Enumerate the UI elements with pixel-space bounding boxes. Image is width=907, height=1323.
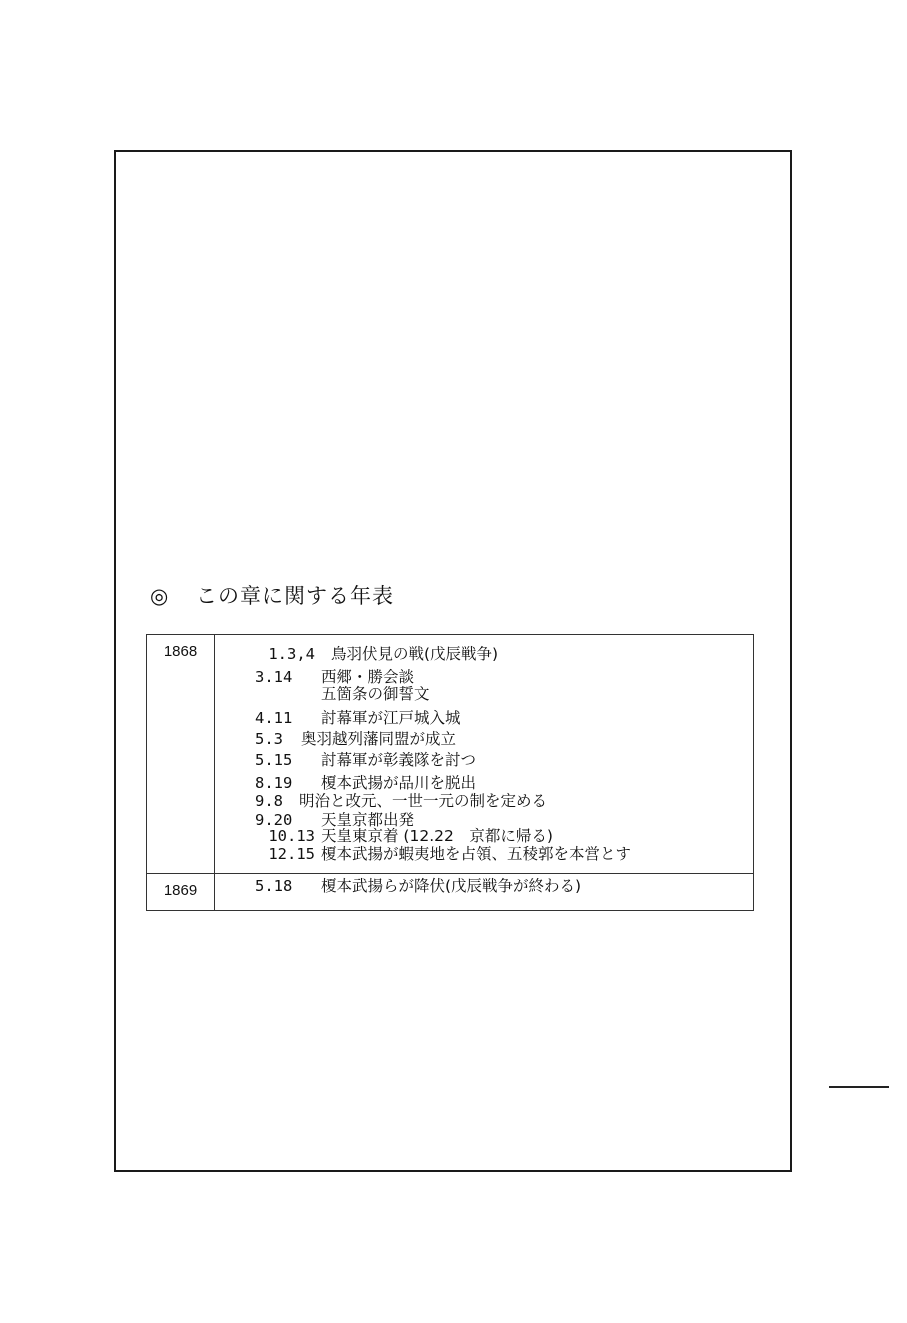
event-text: 西郷・勝会談: [321, 668, 415, 686]
event-date: 1.3,4: [268, 645, 315, 663]
event-date: 4.11: [255, 709, 293, 727]
event-item: [255, 828, 553, 845]
event-date: 8.19: [255, 774, 293, 792]
events-cell: [215, 635, 754, 874]
event-text: 榎本武揚らが降伏(戊辰戦争が終わる): [321, 877, 582, 895]
event-text: 明治と改元、一世一元の制を定める: [299, 792, 548, 810]
event-item: [255, 846, 631, 863]
double-circle-icon: ◎: [150, 584, 170, 608]
event-text: 天皇東京着 (12.22 京都に帰る): [321, 827, 553, 845]
event-text: 五箇条の御誓文: [321, 685, 430, 703]
event-item: [321, 686, 430, 703]
event-date: 3.14: [255, 668, 293, 686]
event-item: [255, 752, 476, 769]
table-row: [147, 874, 754, 911]
page-number-rule: [829, 1086, 889, 1088]
event-date: 12.15: [268, 845, 315, 863]
event-item: [255, 731, 456, 748]
event-text: 鳥羽伏見の戦(戊辰戦争): [331, 645, 499, 663]
event-text: 榎本武揚が蝦夷地を占領、五稜郭を本営とす: [321, 845, 632, 863]
event-text: 討幕軍が彰義隊を討つ: [321, 751, 477, 769]
chronology-heading: [150, 580, 394, 610]
event-item: [255, 669, 414, 686]
event-item: [255, 775, 476, 792]
table-row: [147, 635, 754, 874]
event-item: [255, 710, 461, 727]
heading-text: この章に関する年表: [196, 584, 394, 608]
event-date: 9.20: [255, 811, 293, 829]
chronology-table: [146, 634, 754, 911]
events-cell: [215, 874, 754, 911]
event-date: 10.13: [268, 827, 315, 845]
event-date: 5.3: [255, 730, 283, 748]
event-text: 奥羽越列藩同盟が成立: [301, 730, 457, 748]
event-date: 5.15: [255, 751, 293, 769]
event-date: 5.18: [255, 877, 293, 895]
event-date: 9.8: [255, 792, 283, 810]
year-cell: 1869: [147, 874, 215, 911]
event-text: 討幕軍が江戸城入城: [321, 709, 461, 727]
event-text: 天皇京都出発: [321, 811, 415, 829]
year-cell: 1868: [147, 635, 215, 874]
event-text: 榎本武揚が品川を脱出: [321, 774, 477, 792]
event-item: [255, 646, 498, 663]
event-item: [255, 793, 547, 810]
event-item: [255, 878, 581, 895]
